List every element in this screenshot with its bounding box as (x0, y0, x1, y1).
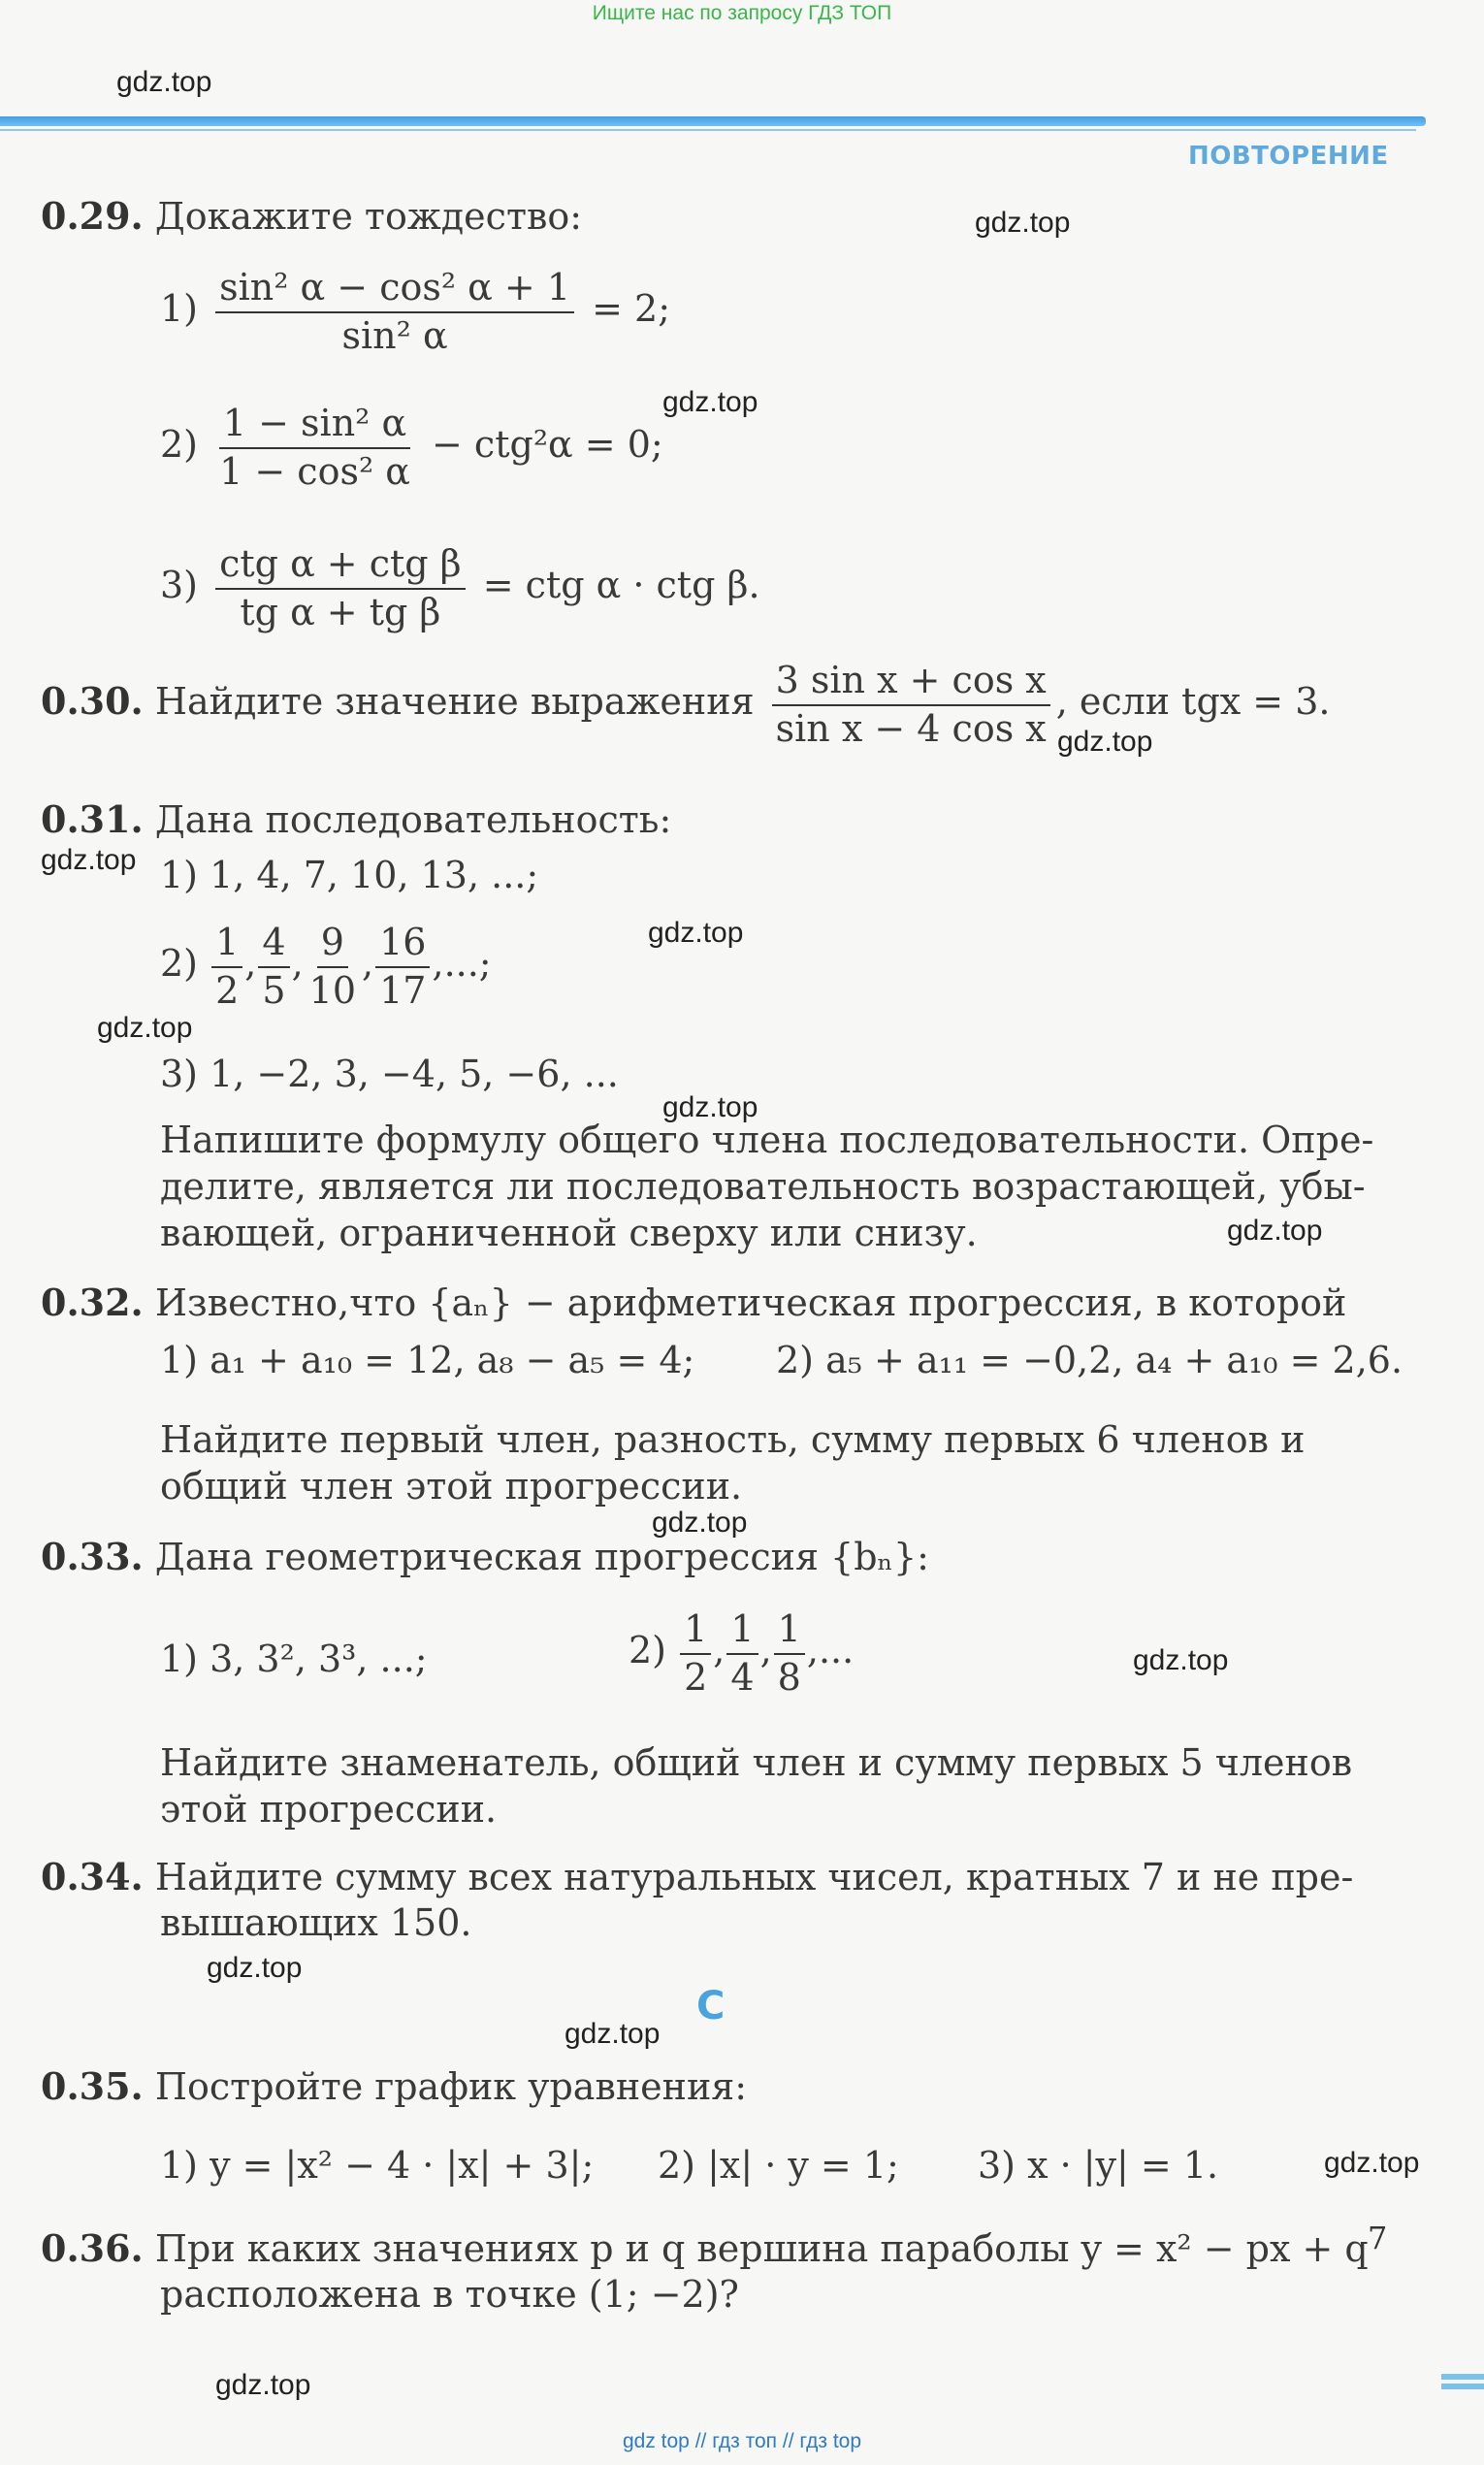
task-0-33-line2: этой прогрессии. (160, 1788, 498, 1831)
section-label-c: C (696, 1984, 726, 2028)
watermark: gdz.top (662, 1091, 758, 1123)
problem-number: 0.30. (41, 679, 144, 724)
watermark: gdz.top (565, 2018, 661, 2050)
item-0-32-2: 2) a₅ + a₁₁ = −0,2, a₄ + a₁₀ = 2,6. (776, 1339, 1403, 1381)
section-title: ПОВТОРЕНИЕ (1188, 142, 1389, 171)
item-0-35-3: 3) x · |y| = 1. (978, 2144, 1219, 2187)
problem-0-32-title: 0.32. Известно,что {aₙ} − арифметическая прогрессия, в которой (41, 1281, 1347, 1324)
task-0-31-line2: делите, является ли последовательность возрастающей, убы- (160, 1165, 1366, 1208)
problem-0-34-line2: вышающих 150. (160, 1901, 472, 1944)
item-0-35-1: 1) y = |x² − 4 · |x| + 3|; (160, 2144, 595, 2187)
problem-0-36-line1: 0.36. При каких значениях p и q вершина параболы y = x² − px + q (41, 2226, 1369, 2270)
problem-number: 0.29. (41, 194, 144, 238)
edge-mark (1441, 2374, 1484, 2380)
watermark: gdz.top (648, 917, 744, 949)
fraction: $\frac{\text{3 sin x + cos x}}{\text{sin x − 4 cos x}}$ (772, 660, 1050, 750)
fraction: $\frac{\text{ctg α + ctg β}}{\text{tg α + tg β}}$ (215, 543, 466, 633)
header-rule (0, 116, 1426, 126)
item-0-33-1: 1) 3, 3², 3³, ...; (160, 1638, 428, 1680)
watermark: gdz.top (97, 1012, 193, 1044)
item-0-31-2: 2) $\frac{1}{2}$ , $\frac{4}{5}$ , $\frac{9}{10}$ , $\frac{16}{17}$ ,...; (160, 921, 492, 1012)
watermark: gdz.top (1057, 726, 1153, 758)
edge-mark (1441, 2384, 1484, 2389)
problem-0-30: 0.30. Найдите значение выражения $\frac{\text{3 sin x + cos x}}{\text{sin x − 4 cos x}}$ , если tgx = 3. (41, 659, 1331, 750)
problem-number: 0.36. (41, 2226, 144, 2270)
task-0-31-line3: вающей, ограниченной сверху или снизу. (160, 1212, 978, 1254)
task-0-31-line1: Напишите формулу общего члена последовательности. Опре- (160, 1119, 1374, 1161)
watermark: gdz.top (975, 207, 1071, 239)
watermark: gdz.top (215, 2369, 311, 2401)
watermark: gdz.top (662, 386, 758, 418)
problem-number: 0.33. (41, 1535, 144, 1578)
item-0-31-1: 1) 1, 4, 7, 10, 13, ...; (160, 854, 539, 896)
task-0-32-line1: Найдите первый член, разность, сумму первых 6 членов и (160, 1418, 1306, 1461)
problem-text: Докажите тождество: (154, 195, 583, 238)
watermark: gdz.top (652, 1507, 748, 1539)
problem-0-31-title: 0.31. Дана последовательность: (41, 797, 672, 841)
problem-number: 0.31. (41, 797, 144, 841)
item-0-29-1: 1) $\frac{\text{sin² α − cos² α + 1}}{\text{sin² α}}$ = 2; (160, 266, 671, 357)
problem-number: 0.35. (41, 2064, 144, 2108)
problem-0-36-line2: расположена в точке (1; −2)? (160, 2273, 739, 2316)
watermark: gdz.top (1133, 1644, 1229, 1676)
problem-0-34-line1: 0.34. Найдите сумму всех натуральных чисел, кратных 7 и не пре- (41, 1855, 1354, 1898)
problem-0-29-title (41, 194, 582, 238)
footer-links[interactable]: gdz top // гдз топ // гдз top (622, 2430, 862, 2452)
page-number: 7 (1368, 2220, 1388, 2256)
problem-number: 0.32. (41, 1281, 144, 1324)
watermark: gdz.top (207, 1952, 303, 1984)
item-0-35-2: 2) |x| · y = 1; (658, 2144, 899, 2187)
task-0-33-line1: Найдите знаменатель, общий член и сумму первых 5 членов (160, 1741, 1353, 1784)
watermark: gdz.top (1324, 2147, 1420, 2179)
problem-0-35-title: 0.35. Постройте график уравнения: (41, 2064, 748, 2108)
item-0-32-1: 1) a₁ + a₁₀ = 12, a₈ − a₅ = 4; (160, 1339, 695, 1381)
fraction: $\frac{\text{sin² α − cos² α + 1}}{\text{sin² α}}$ (215, 267, 574, 357)
fraction: $\frac{\text{1 − sin² α}}{\text{1 − cos² α}}$ (219, 402, 410, 493)
item-0-33-2: 2) $\frac{1}{2}$ , $\frac{1}{4}$ , $\frac{1}{8}$ ,... (629, 1607, 855, 1699)
problem-number: 0.34. (41, 1855, 144, 1898)
item-0-29-2: 2) $\frac{\text{1 − sin² α}}{\text{1 − cos² α}}$ − ctg²α = 0; (160, 402, 663, 493)
top-banner[interactable]: Ищите нас по запросу ГДЗ ТОП (592, 2, 892, 24)
watermark: gdz.top (41, 844, 137, 876)
item-0-29-3: 3) $\frac{\text{ctg α + ctg β}}{\text{tg α + tg β}}$ = ctg α · ctg β. (160, 542, 760, 633)
header-rule-thin (0, 129, 1416, 131)
watermark: gdz.top (1227, 1215, 1323, 1247)
watermark: gdz.top (116, 66, 212, 98)
task-0-32-line2: общий член этой прогрессии. (160, 1465, 743, 1508)
problem-0-33-title: 0.33. Дана геометрическая прогрессия {bₙ}: (41, 1535, 929, 1578)
item-0-31-3: 3) 1, −2, 3, −4, 5, −6, ... (160, 1053, 619, 1095)
